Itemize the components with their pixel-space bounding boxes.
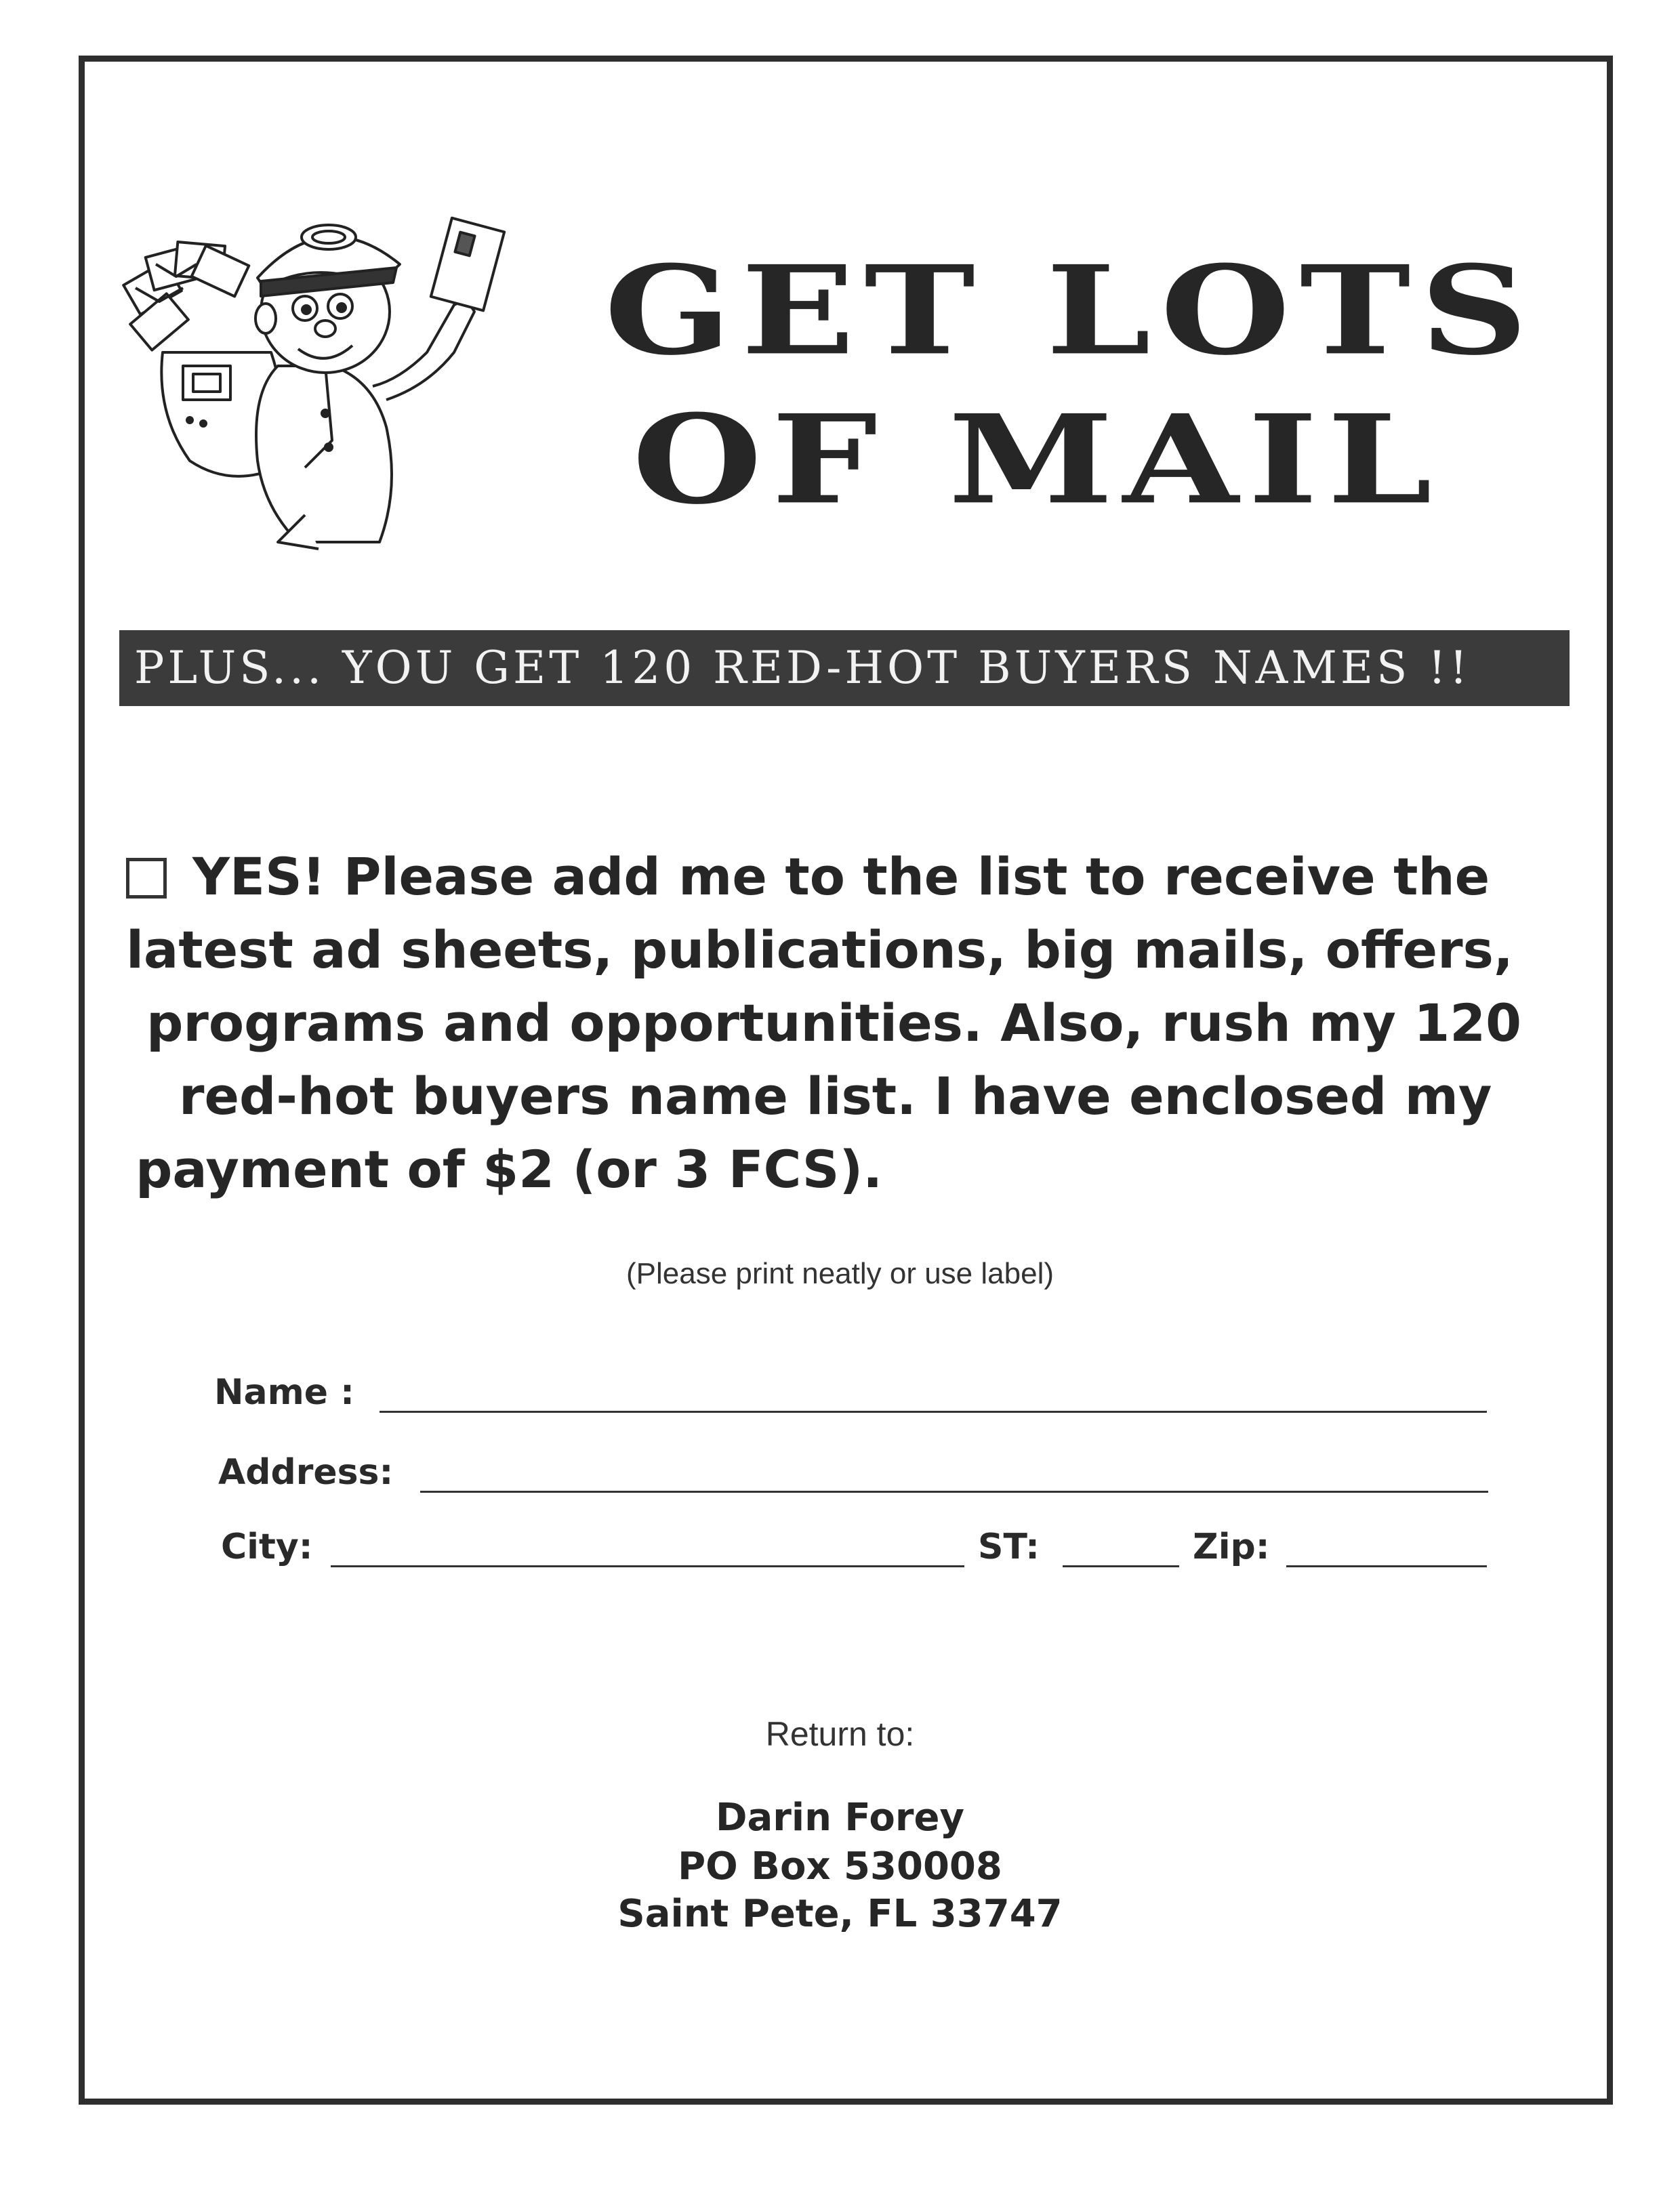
return-to-label: Return to: (765, 1715, 915, 1753)
mail-bundle-icon (123, 242, 249, 350)
zip-field[interactable] (1286, 1565, 1487, 1567)
name-label: Name : (214, 1372, 354, 1413)
offer-line-3: programs and opportunities. Also, rush my 120 (146, 993, 1522, 1053)
offer-line-2: latest ad sheets, publications, big mails, offers, (126, 920, 1513, 980)
headline-line-1: GET LOTS (604, 238, 1538, 382)
mailman-illustration (122, 197, 535, 556)
offer-line-5: payment of $2 (or 3 FCS). (136, 1139, 883, 1199)
offer-line-1: YES! Please add me to the list to receive the (126, 840, 1583, 913)
state-field[interactable] (1063, 1565, 1179, 1567)
address-field[interactable] (420, 1491, 1488, 1493)
state-label: ST: (978, 1527, 1040, 1567)
city-label: City: (221, 1527, 313, 1567)
city-field[interactable] (331, 1565, 964, 1567)
yes-checkbox[interactable] (126, 858, 167, 899)
return-name: Darin Forey (715, 1796, 964, 1840)
print-neatly-note: (Please print neatly or use label) (626, 1257, 1054, 1290)
offer-text (126, 840, 1583, 1206)
return-po-box: PO Box 530008 (678, 1844, 1002, 1888)
buyers-names-banner: PLUS... YOU GET 120 RED-HOT BUYERS NAMES !! (119, 630, 1570, 706)
name-field[interactable] (380, 1411, 1487, 1413)
zip-label: Zip: (1193, 1527, 1270, 1567)
return-city: Saint Pete, FL 33747 (617, 1892, 1063, 1936)
headline-line-2: OF MAIL (632, 387, 1442, 531)
address-label: Address: (218, 1452, 394, 1493)
offer-line-4: red-hot buyers name list. I have enclosed my (179, 1066, 1492, 1126)
